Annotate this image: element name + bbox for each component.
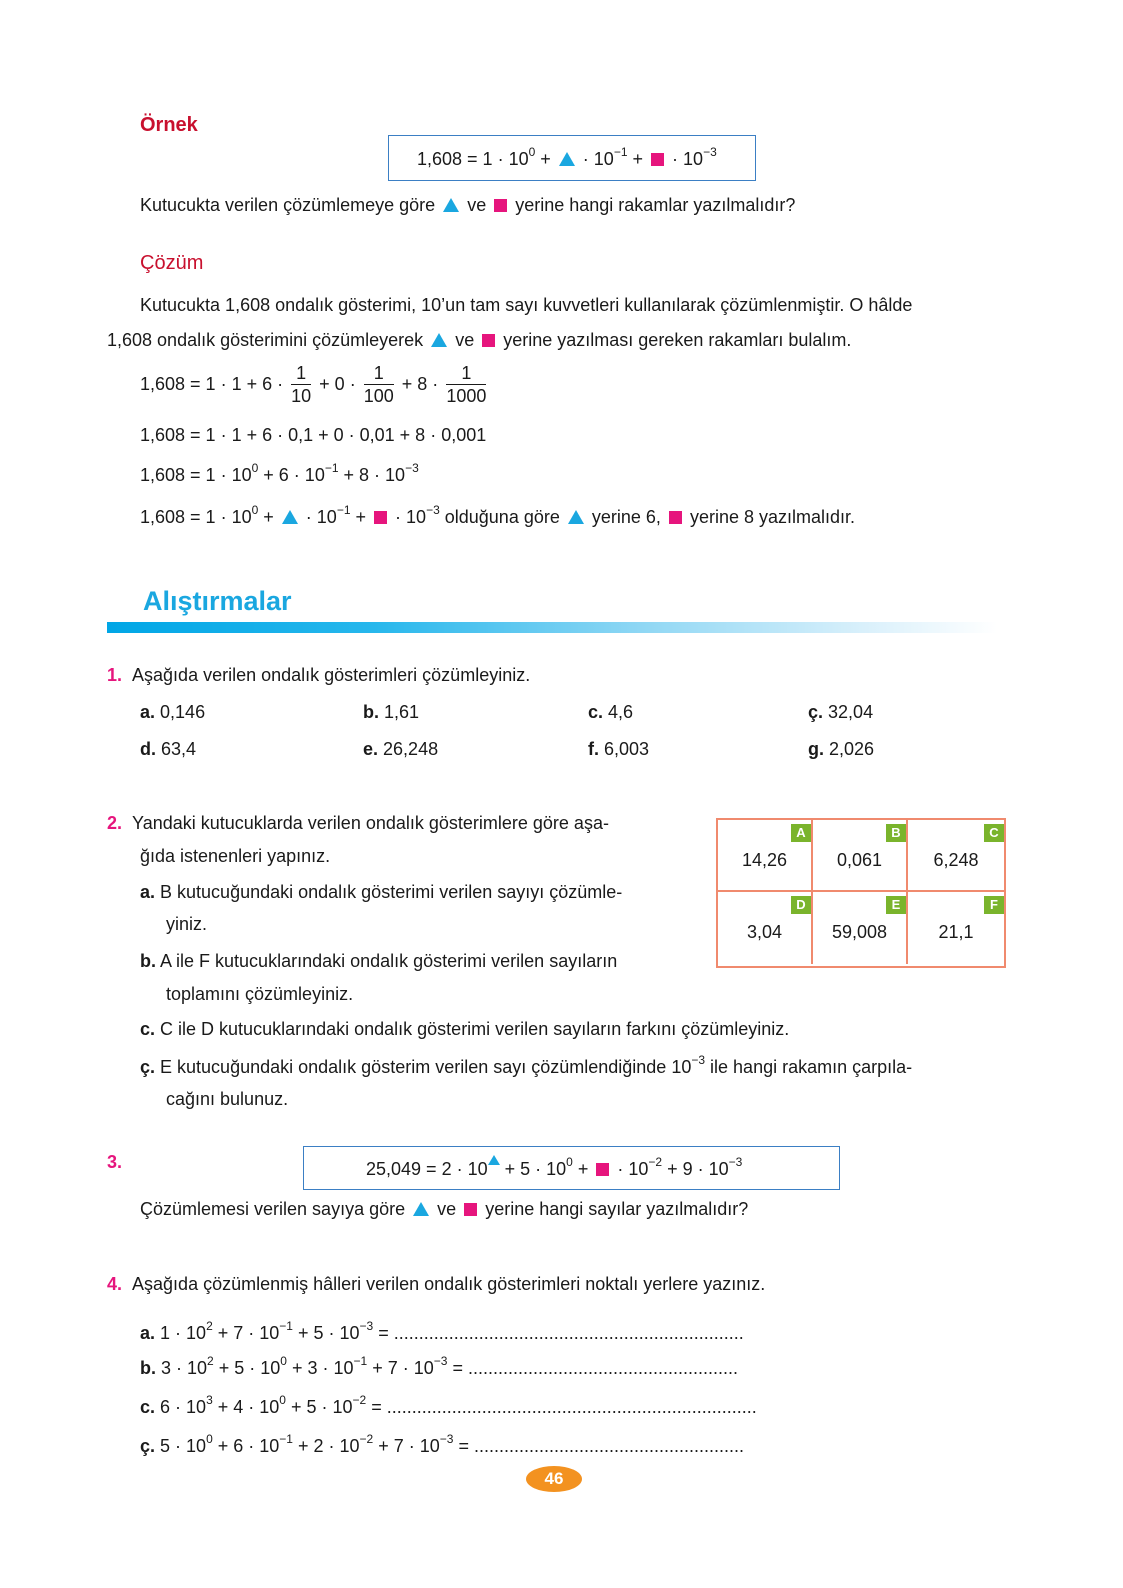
- solution-title: Çözüm: [140, 252, 204, 274]
- q2-item-a-cont: yiniz.: [166, 914, 208, 934]
- square-icon: [494, 199, 507, 212]
- box-c: C 6,248: [908, 820, 1004, 892]
- question-1: 1. Aşağıda verilen ondalık gösterimleri çözümleyiniz.: [107, 665, 531, 685]
- question-2: 2. Yandaki kutucuklarda verilen ondalık gösterimlere göre aşa-: [107, 813, 609, 833]
- answer-blank[interactable]: = ..........................................................................: [366, 1397, 757, 1417]
- q3-question: Çözümlemesi verilen sayıya göre ve yerine hangi sayılar yazılmalıdır?: [140, 1199, 749, 1219]
- q2-item-b-cont: toplamını çözümleyiniz.: [166, 984, 354, 1004]
- example-question: Kutucukta verilen çözümlemeye göre ve yerine hangi rakamlar yazılmalıdır?: [140, 195, 796, 215]
- q1-item: g. 2,026: [808, 739, 875, 759]
- solution-conclusion: $1,608 = 1 \cdot 10^0$ + · $10^{-1}$ + · $10^{-3}$ olduğuna göre yerine 6, yerine 8 yazılmalıdır.: [140, 503, 856, 527]
- q2-item-a: a. B kutucuğundaki ondalık gösterimi verilen sayıyı çözümle-: [140, 882, 623, 902]
- triangle-icon: [431, 333, 447, 347]
- example-title: Örnek: [140, 114, 198, 136]
- box-a: A 14,26: [718, 820, 813, 892]
- q1-item: a. 0,146: [140, 702, 206, 722]
- q2-item-cc-cont: cağını bulunuz.: [166, 1089, 289, 1109]
- solution-equation-fractions: 1,608 = 1 · 1 + 6 · $\frac{1}{10}$ + 0 · $\frac{1}{100}$ + 8 · $\frac{1}{1000}$: [140, 363, 487, 406]
- q1-item: f. 6,003: [588, 739, 650, 759]
- fraction: $\frac{1}{1000}$: [446, 363, 487, 406]
- box-f: F 21,1: [908, 892, 1004, 964]
- q1-item: c. 4,6: [588, 702, 634, 722]
- fraction: $\frac{1}{10}$: [291, 363, 312, 406]
- q4-item-c: c. $6 \cdot 10^3 + 4 \cdot 10^0 + 5 \cdot 10^{-2}$ = ..........................................................................: [140, 1393, 757, 1417]
- answer-blank[interactable]: = ......................................................................: [373, 1323, 744, 1343]
- example-equation-box: $1,608 = 1 \cdot 10^0$ + · $10^{-1}$ + · $10^{-3}$: [388, 135, 756, 181]
- fraction: $\frac{1}{100}$: [363, 363, 394, 406]
- solution-equation-powers: $1,608 = 1 \cdot 10^0 + 6 \cdot 10^{-1} + 8 \cdot 10^{-3}$: [140, 461, 419, 485]
- q1-item: d. 63,4: [140, 739, 197, 759]
- square-icon: [482, 334, 495, 347]
- q2-item-cc: ç. E kutucuğundaki ondalık gösterim verilen sayı çözümlendiğinde $10^{-3}$ ile hangi rakamın çarpıla-: [140, 1053, 913, 1077]
- square-icon: [669, 511, 682, 524]
- decimal-boxes-grid: [716, 818, 1006, 968]
- exercises-title: Alıştırmalar: [143, 586, 292, 616]
- question-2-cont: ğıda istenenleri yapınız.: [140, 846, 331, 866]
- square-icon: [374, 511, 387, 524]
- answer-blank[interactable]: = ......................................................: [447, 1358, 739, 1378]
- q1-item: b. 1,61: [363, 702, 420, 722]
- q4-item-a: a. $1 \cdot 10^2 + 7 \cdot 10^{-1} + 5 \cdot 10^{-3}$ = ......................................................................: [140, 1319, 744, 1343]
- box-e: E 59,008: [813, 892, 908, 964]
- triangle-icon: [568, 510, 584, 524]
- solution-line-2: 1,608 ondalık gösterimini çözümleyerek ve yerine yazılması gereken rakamları bulalım.: [107, 330, 852, 350]
- q2-item-c: c. C ile D kutucuklarındaki ondalık gösterimi verilen sayıların farkını çözümleyiniz.: [140, 1019, 790, 1039]
- triangle-icon: [413, 1202, 429, 1216]
- triangle-icon: [488, 1155, 500, 1165]
- square-icon: [651, 153, 664, 166]
- q1-item: ç. 32,04: [808, 702, 874, 722]
- question-3-number: 3.: [107, 1152, 123, 1172]
- triangle-icon: [443, 198, 459, 212]
- q4-item-b: b. $3 \cdot 10^2 + 5 \cdot 10^0 + 3 \cdot 10^{-1} + 7 \cdot 10^{-3}$ = ......................................................: [140, 1354, 739, 1378]
- box-b: B 0,061: [813, 820, 908, 892]
- page-number-badge: 46: [526, 1466, 582, 1492]
- q1-item: e. 26,248: [363, 739, 439, 759]
- answer-blank[interactable]: = ......................................................: [453, 1436, 745, 1456]
- q3-equation-box: $25,049 = 2 \cdot 10 + 5 \cdot 10^0$ + · $10^{-2} + 9 \cdot 10^{-3}$: [303, 1146, 840, 1190]
- square-icon: [596, 1163, 609, 1176]
- question-4: 4. Aşağıda çözümlenmiş hâlleri verilen ondalık gösterimleri noktalı yerlere yazınız.: [107, 1274, 766, 1294]
- solution-line-1: Kutucukta 1,608 ondalık gösterimi, 10’un tam sayı kuvvetleri kullanılarak çözümlenmiştir. O hâlde: [140, 295, 913, 315]
- solution-equation-decimal: 1,608 = 1 · 1 + 6 · 0,1 + 0 · 0,01 + 8 · 0,001: [140, 425, 487, 445]
- box-d: D 3,04: [718, 892, 813, 964]
- triangle-icon: [559, 152, 575, 166]
- section-divider-bar: [107, 622, 997, 633]
- square-icon: [464, 1203, 477, 1216]
- triangle-icon: [282, 510, 298, 524]
- q2-item-b: b. A ile F kutucuklarındaki ondalık gösterimi verilen sayıların: [140, 951, 618, 971]
- q4-item-cc: ç. $5 \cdot 10^0 + 6 \cdot 10^{-1} + 2 \cdot 10^{-2} + 7 \cdot 10^{-3}$ = ......................................................: [140, 1432, 745, 1456]
